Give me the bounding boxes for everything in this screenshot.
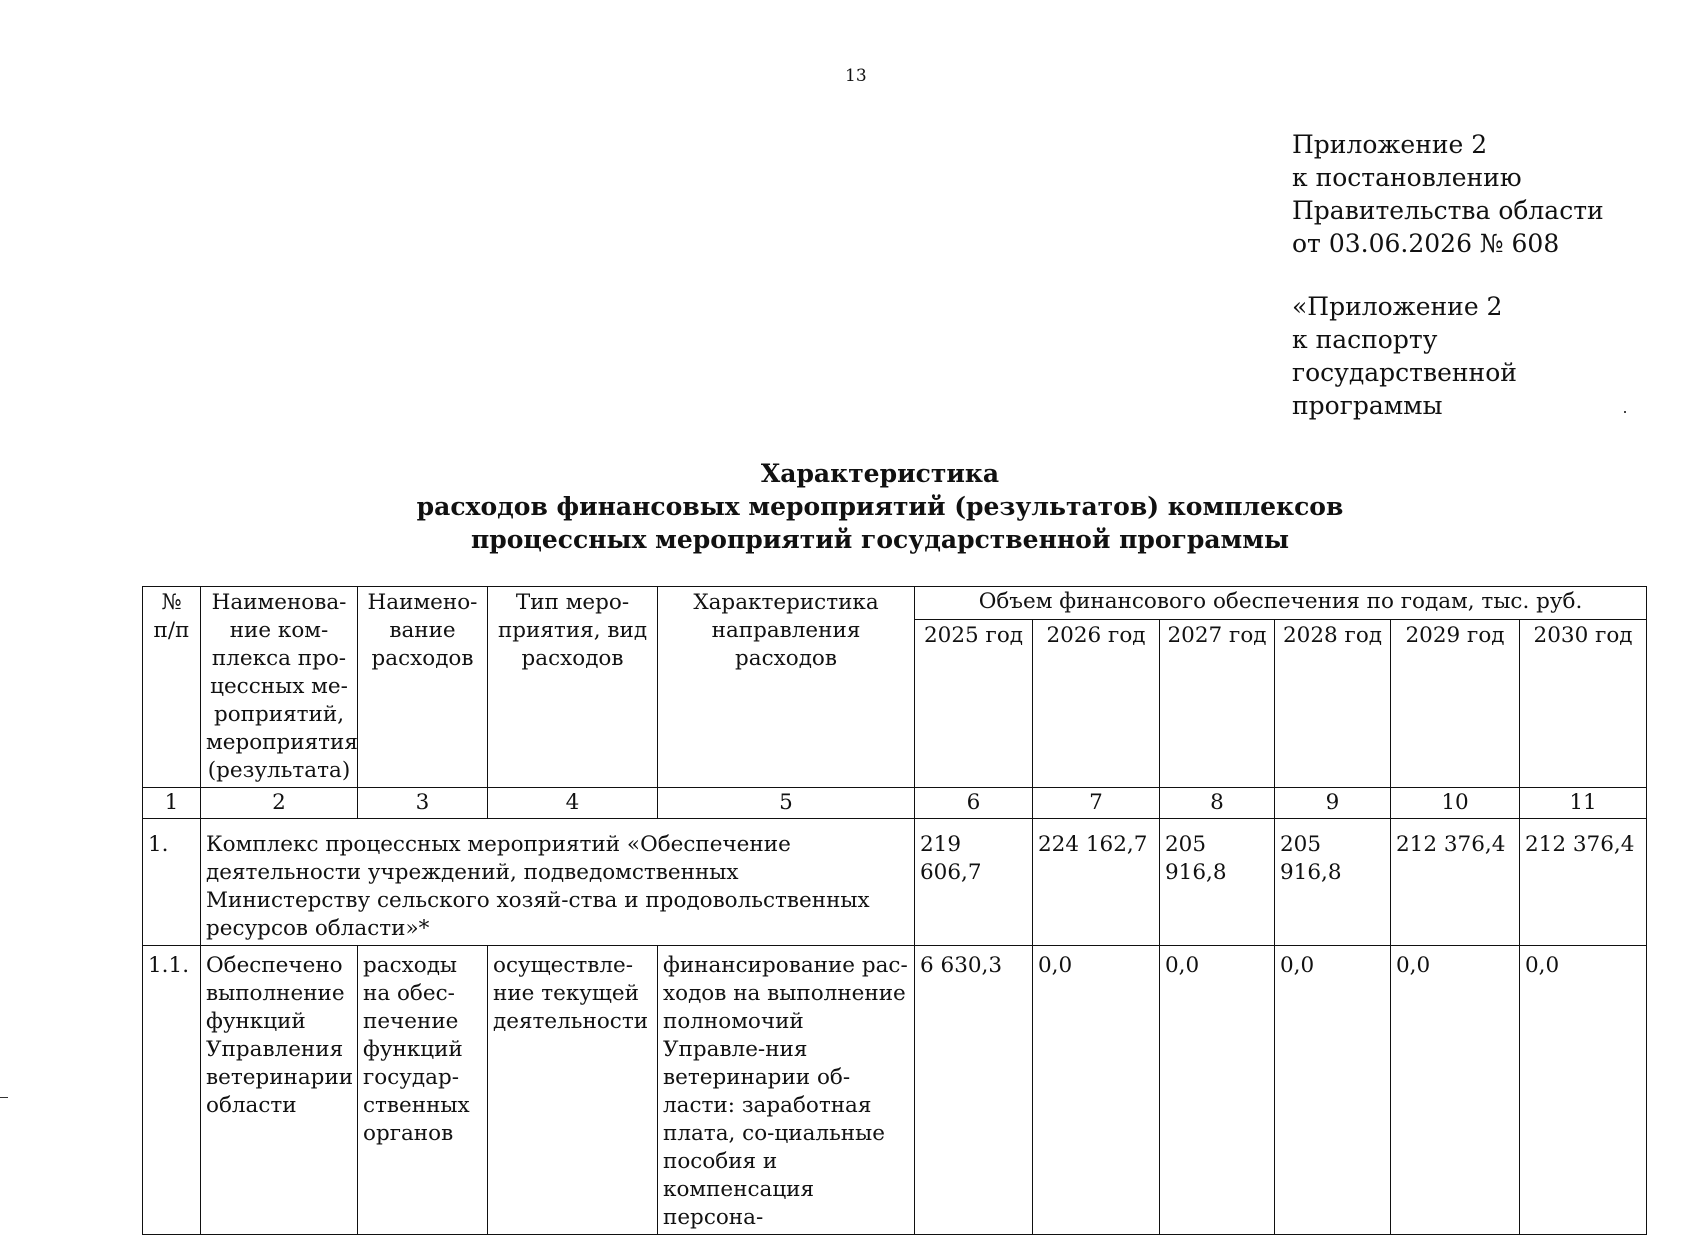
year-value: 0,0 [1033, 946, 1160, 1235]
appendix-reference-line: к паспорту [1292, 325, 1438, 354]
scan-speck [1624, 411, 1626, 413]
appendix-header-line: к постановлению [1292, 163, 1522, 192]
column-number: 2 [201, 788, 358, 819]
column-number: 1 [143, 788, 201, 819]
header-event-type: Тип меро-приятия, вид расходов [488, 587, 658, 788]
column-number: 9 [1275, 788, 1391, 819]
appendix-reference-line: программы [1292, 391, 1443, 420]
row-num: 1. [143, 819, 201, 946]
expense-name: расходы на обес-печение функций государ-ственных органов [358, 946, 488, 1235]
year-value: 212 376,4 [1520, 819, 1647, 946]
header-year: 2030 год [1520, 620, 1647, 788]
column-number: 3 [358, 788, 488, 819]
appendix-header-line: Правительства области [1292, 196, 1604, 225]
complex-name: Обеспечено выполнение функций Управления ветеринарии области [201, 946, 358, 1235]
header-expense-name: Наимено-вание расходов [358, 587, 488, 788]
table-header-row [143, 587, 1647, 620]
header-complex-name: Наименова-ние ком-плекса про-цессных ме-роприятий, мероприятия (результата) [201, 587, 358, 788]
column-number: 7 [1033, 788, 1160, 819]
header-year: 2029 год [1391, 620, 1520, 788]
column-number: 8 [1160, 788, 1275, 819]
appendix-header [1292, 128, 1604, 260]
complex-name: Комплекс процессных мероприятий «Обеспечение деятельности учреждений, подведомственных Министерству сельского хозяй-ства и продовольственных ресурсов области»* [201, 819, 915, 946]
table-row [143, 946, 1647, 1235]
event-type: осуществле-ние текущей деятельности [488, 946, 658, 1235]
appendix-header-line: Приложение 2 [1292, 130, 1488, 159]
year-value: 205 916,8 [1160, 819, 1275, 946]
appendix-reference-line: «Приложение 2 [1292, 292, 1503, 321]
title-line: расходов финансовых мероприятий (результатов) комплексов [416, 492, 1344, 521]
row-num: 1.1. [143, 946, 201, 1235]
column-number: 5 [658, 788, 915, 819]
header-year: 2025 год [915, 620, 1033, 788]
margin-mark [0, 1097, 8, 1098]
expenses-table [142, 586, 1647, 1235]
year-value: 6 630,3 [915, 946, 1033, 1235]
page-number: 13 [845, 66, 867, 86]
year-value: 212 376,4 [1391, 819, 1520, 946]
title-line: Характеристика [760, 459, 1000, 488]
column-number: 11 [1520, 788, 1647, 819]
year-value: 0,0 [1160, 946, 1275, 1235]
column-number: 10 [1391, 788, 1520, 819]
year-value: 205 916,8 [1275, 819, 1391, 946]
column-number: 6 [915, 788, 1033, 819]
year-value: 0,0 [1275, 946, 1391, 1235]
appendix-reference-line: государственной [1292, 358, 1517, 387]
year-value: 224 162,7 [1033, 819, 1160, 946]
appendix-reference [1292, 290, 1517, 422]
document-title [0, 457, 1697, 556]
direction: финансирование рас-ходов на выполнение полномочий Управле-ния ветеринарии об-ласти: заработная плата, со-циальные пособия и компенсация персона- [658, 946, 915, 1235]
column-number-row [143, 788, 1647, 819]
appendix-header-line: от 03.06.2026 № 608 [1292, 229, 1560, 258]
year-value: 0,0 [1391, 946, 1520, 1235]
header-year: 2026 год [1033, 620, 1160, 788]
title-line: процессных мероприятий государственной программы [470, 525, 1290, 554]
header-direction: Характеристика направления расходов [658, 587, 915, 788]
year-value: 0,0 [1520, 946, 1647, 1235]
year-value: 219 606,7 [915, 819, 1033, 946]
header-year: 2027 год [1160, 620, 1275, 788]
header-num: № п/п [143, 587, 201, 788]
table-row [143, 819, 1647, 946]
header-volume-group: Объем финансового обеспечения по годам, тыс. руб. [915, 587, 1647, 620]
header-year: 2028 год [1275, 620, 1391, 788]
column-number: 4 [488, 788, 658, 819]
